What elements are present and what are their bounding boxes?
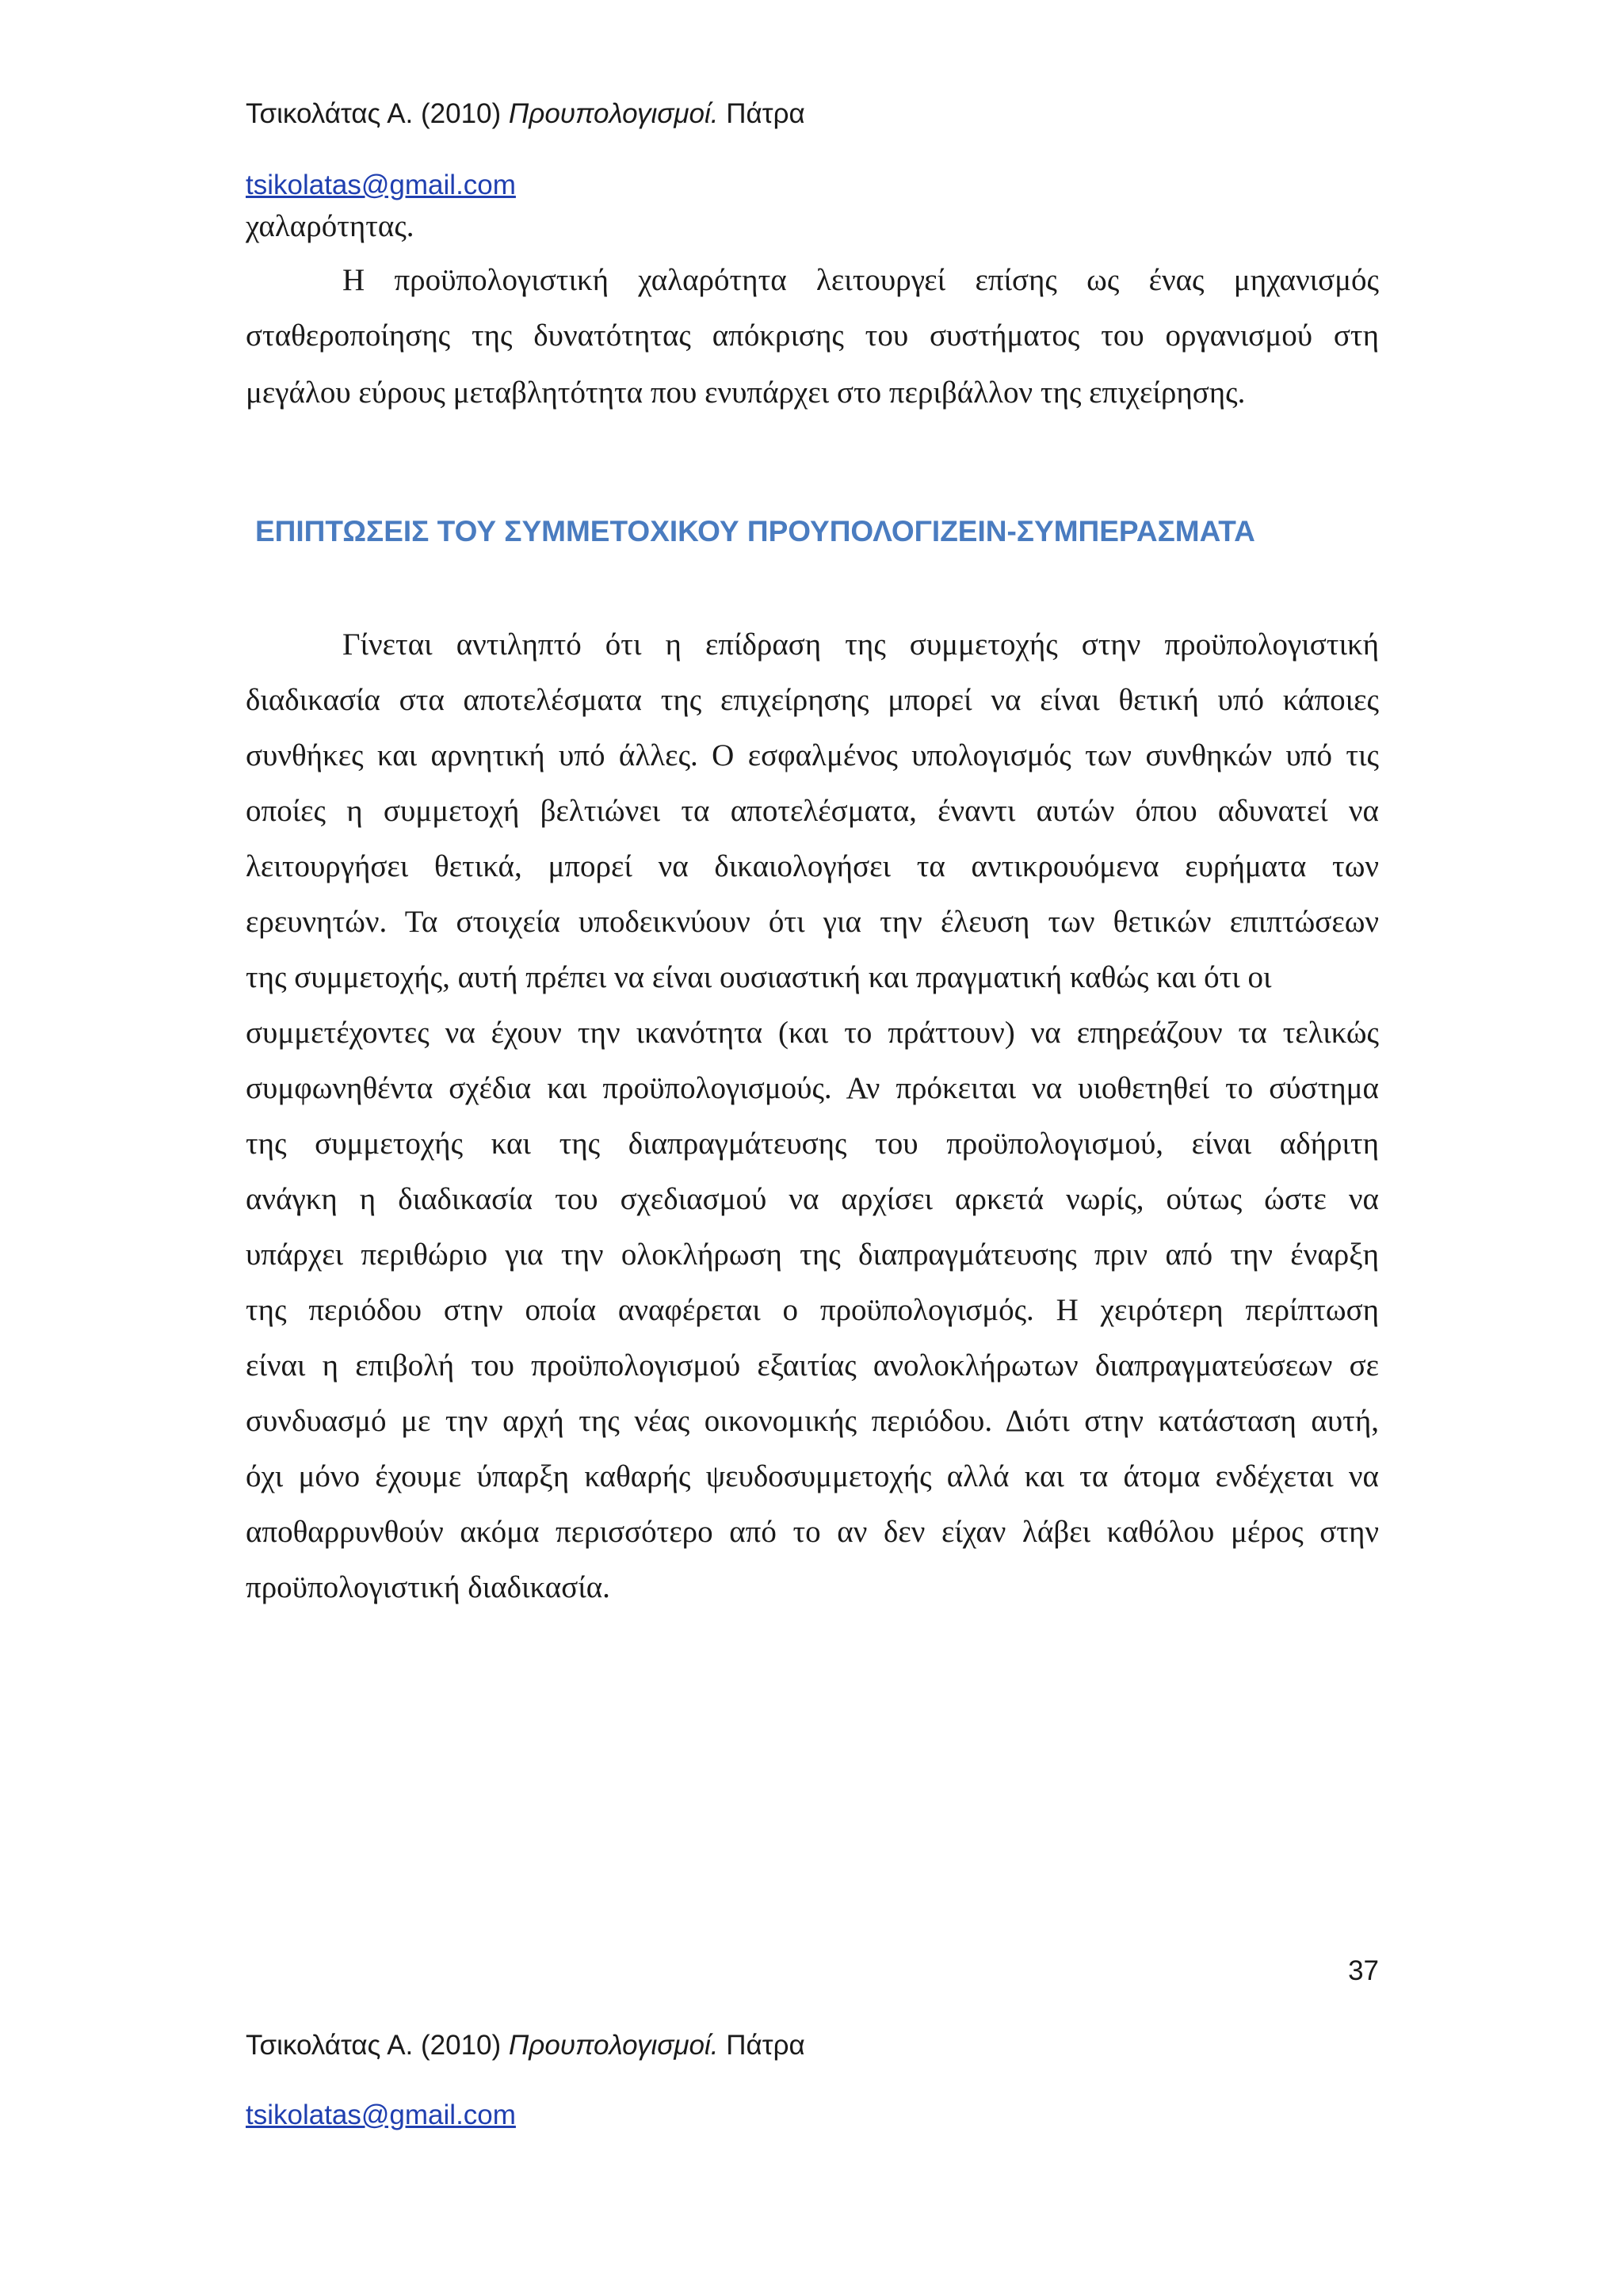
- paragraph-line: της συμμετοχής, αυτή πρέπει να είναι ουσιαστική και πραγματική καθώς και ότι οι: [246, 960, 1272, 994]
- page-footer: [246, 2028, 805, 2063]
- section-heading: ΕΠΙΠΤΩΣΕΙΣ ΤΟΥ ΣΥΜΜΕΤΟΧΙΚΟΥ ΠΡΟΥΠΟΛΟΓΙΖΕΙΝ-ΣΥΜΠΕΡΑΣΜΑΤΑ: [255, 515, 1255, 547]
- footer-city: Πάτρα: [718, 2030, 805, 2061]
- header-author-year: Τσικολάτας Α. (2010): [246, 98, 509, 129]
- intro-line: σταθεροποίησης της δυνατότητας απόκρισης του συστήματος του οργανισμού στη: [246, 318, 1379, 353]
- footer-email-link[interactable]: tsikolatas@gmail.com: [246, 2100, 516, 2130]
- header-email-link[interactable]: tsikolatas@gmail.com: [246, 170, 516, 200]
- intro-line: Η προϋπολογιστική χαλαρότητα λειτουργεί επίσης ως ένας μηχανισμός: [342, 263, 1379, 297]
- intro-line: μεγάλου εύρους μεταβλητότητα που ενυπάρχει στο περιβάλλον της επιχείρησης.: [246, 376, 1246, 410]
- paragraph-line: συνδυασμό με την αρχή της νέας οικονομικής περιόδου. Διότι στην κατάσταση αυτή,: [246, 1404, 1379, 1438]
- paragraph-line: της συμμετοχής και της διαπραγμάτευσης του προϋπολογισμού, είναι αδήριτη: [246, 1127, 1379, 1161]
- paragraph-line: λειτουργήσει θετικά, μπορεί να δικαιολογήσει τα αντικρουόμενα ευρήματα των: [246, 849, 1379, 883]
- paragraph-line: ερευνητών. Τα στοιχεία υποδεικνύουν ότι για την έλευση των θετικών επιπτώσεων: [246, 905, 1379, 939]
- paragraph-line: διαδικασία στα αποτελέσματα της επιχείρησης μπορεί να είναι θετική υπό κάποιες: [246, 683, 1379, 717]
- paragraph-line: είναι η επιβολή του προϋπολογισμού εξαιτίας ανολοκλήρωτων διαπραγματεύσεων σε: [246, 1348, 1379, 1383]
- paragraph-line: όχι μόνο έχουμε ύπαρξη καθαρής ψευδοσυμμετοχής αλλά και τα άτομα ενδέχεται να: [246, 1459, 1379, 1493]
- header-title: Προυπολογισμοί.: [508, 98, 719, 129]
- header-city: Πάτρα: [718, 98, 805, 129]
- paragraph-line: οποίες η συμμετοχή βελτιώνει τα αποτελέσματα, έναντι αυτών όπου αδυνατεί να: [246, 794, 1379, 828]
- paragraph-line: Γίνεται αντιληπτό ότι η επίδραση της συμμετοχής στην προϋπολογιστική: [342, 627, 1379, 662]
- paragraph-line: αποθαρρυνθούν ακόμα περισσότερο από το αν δεν είχαν λάβει καθόλου μέρος στην: [246, 1515, 1379, 1549]
- paragraph-line: συμμετέχοντες να έχουν την ικανότητα (και το πράττουν) να επηρεάζουν τα τελικώς: [246, 1016, 1379, 1050]
- intro-line: χαλαρότητας.: [246, 209, 414, 243]
- paragraph-line: της περιόδου στην οποία αναφέρεται ο προϋπολογισμός. Η χειρότερη περίπτωση: [246, 1293, 1379, 1327]
- paragraph-line: συμφωνηθέντα σχέδια και προϋπολογισμούς. Αν πρόκειται να υιοθετηθεί το σύστημα: [246, 1071, 1379, 1105]
- page-header: [246, 97, 805, 132]
- footer-author-year: Τσικολάτας Α. (2010): [246, 2030, 509, 2061]
- paragraph-line: συνθήκες και αρνητική υπό άλλες. Ο εσφαλμένος υπολογισμός των συνθηκών υπό τις: [246, 738, 1379, 772]
- paragraph-line: υπάρχει περιθώριο για την ολοκλήρωση της διαπραγμάτευσης πριν από την έναρξη: [246, 1238, 1379, 1272]
- page-number: 37: [1348, 1955, 1379, 1986]
- paragraph-line: προϋπολογιστική διαδικασία.: [246, 1570, 610, 1604]
- footer-title: Προυπολογισμοί.: [508, 2030, 719, 2061]
- paragraph-line: ανάγκη η διαδικασία του σχεδιασμού να αρχίσει αρκετά νωρίς, ούτως ώστε να: [246, 1182, 1379, 1216]
